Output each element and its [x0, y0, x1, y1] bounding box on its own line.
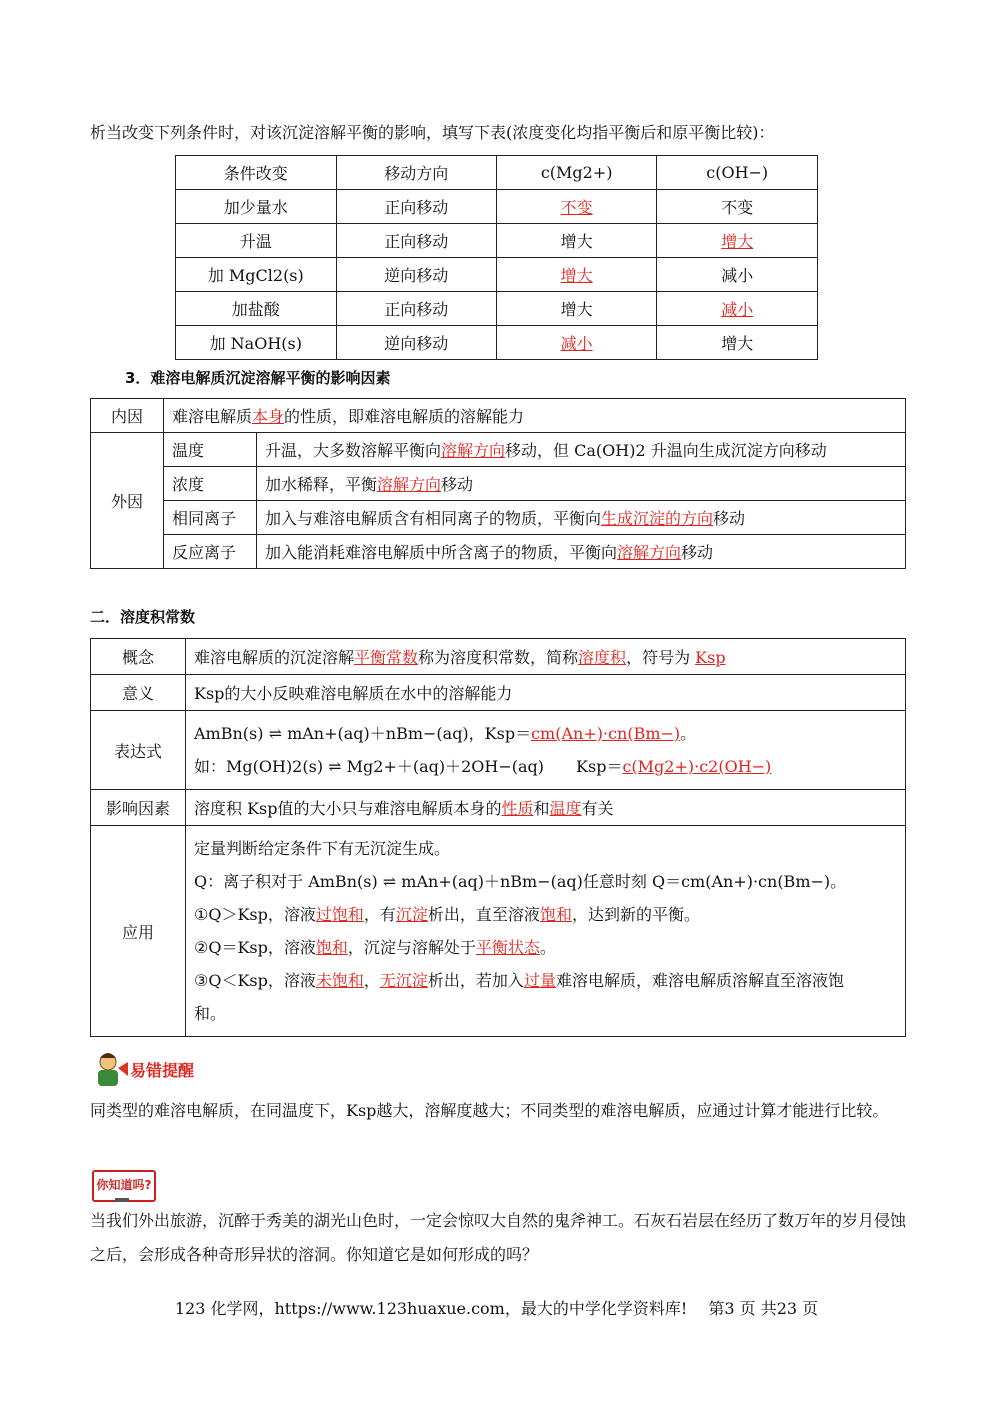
table-row — [91, 639, 906, 675]
dir-cell: 正向移动 — [336, 224, 496, 258]
condition-table — [175, 155, 818, 360]
text: ，符号为 — [626, 648, 696, 667]
row-label: 表达式 — [91, 711, 186, 790]
text: ，达到新的平衡。 — [571, 905, 700, 924]
text: ①Q＞Ksp，溶液 — [194, 905, 316, 924]
row-content — [257, 535, 906, 569]
application-line: Q：离子积对于 AmBn(s) ⇌ mAn+(aq)＋nBm−(aq)任意时刻 Q＝cm(An+)·cn(Bm−)。 — [194, 872, 847, 891]
table-row — [91, 467, 906, 501]
answer: cm(An+)·cn(Bm−) — [531, 724, 681, 743]
table-row — [176, 258, 818, 292]
text: 难溶电解质，难溶电解质溶解直至溶液饱 — [555, 971, 844, 990]
text: ，有 — [363, 905, 396, 924]
text: ③Q＜Ksp，溶液 — [194, 971, 316, 990]
answer: 平衡常数 — [354, 648, 419, 667]
text: 移动 — [713, 509, 746, 528]
row-content — [186, 790, 906, 826]
cond-cell: 加 MgCl2(s) — [176, 258, 337, 292]
text: 溶度积 Ksp值的大小只与难溶电解质本身的 — [194, 799, 502, 818]
answer: 过饱和 — [315, 905, 364, 924]
warning-text: 同类型的难溶电解质，在同温度下，Ksp越大，溶解度越大；不同类型的难溶电解质，应通过计算才能进行比较。 — [90, 1101, 889, 1120]
answer: 不变 — [560, 198, 593, 217]
answer: 无沉淀 — [379, 971, 428, 990]
text: 的性质，即难溶电解质的溶解能力 — [284, 407, 525, 426]
header-cell: c(OH−) — [657, 156, 818, 190]
answer: 过量 — [523, 971, 556, 990]
answer: 减小 — [560, 334, 593, 353]
text: 如：Mg(OH)2(s) ⇌ Mg2+＋(aq)＋2OH−(aq) Ksp＝ — [194, 757, 623, 776]
header-cell: 条件改变 — [176, 156, 337, 190]
did-you-know-label: 你知道吗? — [96, 1178, 152, 1192]
text: 移动，但 Ca(OH)2 升温向生成沉淀方向移动 — [505, 441, 827, 460]
row-content — [186, 711, 906, 790]
text: 难溶电解质 — [172, 407, 253, 426]
text: 析出，若加入 — [427, 971, 524, 990]
text: ， — [363, 971, 380, 990]
text: ②Q＝Ksp，溶液 — [194, 938, 316, 957]
section-heading: 3．难溶电解质沉淀溶解平衡的影响因素 — [125, 369, 391, 387]
answer: 溶解方向 — [617, 543, 682, 562]
row-content — [164, 399, 906, 433]
text: 难溶电解质的沉淀溶解 — [194, 648, 355, 667]
factor-label: 温度 — [164, 433, 257, 467]
text: AmBn(s) ⇌ mAn+(aq)＋nBm−(aq)，Ksp＝ — [194, 724, 532, 743]
answer: 增大 — [560, 266, 593, 285]
expression-line — [194, 717, 897, 750]
row-label: 应用 — [91, 826, 186, 1037]
text: 移动 — [681, 543, 714, 562]
row-label: 影响因素 — [91, 790, 186, 826]
factor-label: 反应离子 — [164, 535, 257, 569]
factor-label: 浓度 — [164, 467, 257, 501]
mg-cell: 增大 — [496, 224, 657, 258]
text: 称为溶度积常数，简称 — [418, 648, 579, 667]
row-content: Ksp的大小反映难溶电解质在水中的溶解能力 — [186, 675, 906, 711]
answer: 饱和 — [315, 938, 348, 957]
page-footer: 123 化学网，https://www.123huaxue.com，最大的中学化学资料库! 第3 页 共23 页 — [174, 1299, 819, 1318]
answer: 性质 — [501, 799, 534, 818]
application-line: 和。 — [194, 1004, 227, 1023]
table-row — [91, 433, 906, 467]
section-heading: 二．溶度积常数 — [90, 608, 196, 626]
row-content — [257, 501, 906, 535]
cond-cell: 升温 — [176, 224, 337, 258]
cond-cell: 加少量水 — [176, 190, 337, 224]
oh-cell: 不变 — [657, 190, 818, 224]
factor-label: 相同离子 — [164, 501, 257, 535]
answer: 温度 — [549, 799, 582, 818]
answer: 增大 — [721, 232, 754, 251]
application-line — [194, 964, 897, 997]
answer: 沉淀 — [395, 905, 428, 924]
row-content — [186, 826, 906, 1037]
oh-cell — [657, 292, 818, 326]
text: 升温，大多数溶解平衡向 — [265, 441, 442, 460]
row-content — [257, 433, 906, 467]
table-row — [176, 224, 818, 258]
text: 析出，直至溶液 — [427, 905, 540, 924]
row-label: 意义 — [91, 675, 186, 711]
application-line: 定量判断给定条件下有无沉淀生成。 — [194, 839, 451, 858]
table-row — [91, 535, 906, 569]
table-row — [91, 399, 906, 433]
text: 加水稀释，平衡 — [265, 475, 378, 494]
application-line — [194, 931, 897, 964]
row-content — [186, 639, 906, 675]
table-row — [91, 790, 906, 826]
dir-cell: 正向移动 — [336, 190, 496, 224]
application-line — [194, 898, 897, 931]
mg-cell — [496, 326, 657, 360]
oh-cell: 减小 — [657, 258, 818, 292]
table-row — [91, 501, 906, 535]
text: 移动 — [441, 475, 474, 494]
answer: c(Mg2+)·c2(OH−) — [622, 757, 772, 776]
dir-cell: 逆向移动 — [336, 258, 496, 292]
table-row — [91, 711, 906, 790]
did-you-know-text: 当我们外出旅游，沉醉于秀美的湖光山色时，一定会惊叹大自然的鬼斧神工。石灰石岩层在经历了数万年的岁月侵蚀之后，会形成各种奇形异状的溶洞。你知道它是如何形成的吗？ — [90, 1211, 907, 1264]
answer: 平衡状态 — [475, 938, 540, 957]
table-header-row — [176, 156, 818, 190]
expression-line — [194, 750, 897, 783]
mg-cell: 增大 — [496, 292, 657, 326]
row-content — [257, 467, 906, 501]
table-row — [176, 190, 818, 224]
text: 加入能消耗难溶电解质中所含离子的物质，平衡向 — [265, 543, 618, 562]
answer: 未饱和 — [315, 971, 364, 990]
oh-cell: 增大 — [657, 326, 818, 360]
row-label: 内因 — [91, 399, 164, 433]
answer: 减小 — [721, 300, 754, 319]
answer: Ksp — [695, 648, 726, 667]
answer: 溶度积 — [578, 648, 627, 667]
intro-text: 析当改变下列条件时，对该沉淀溶解平衡的影响，填写下表(浓度变化均指平衡后和原平衡比较)： — [90, 123, 775, 142]
mg-cell — [496, 190, 657, 224]
table-row — [176, 292, 818, 326]
text: ，沉淀与溶解处于 — [347, 938, 476, 957]
factors-table — [90, 398, 906, 569]
text: 。 — [680, 724, 697, 743]
oh-cell — [657, 224, 818, 258]
table-row — [91, 826, 906, 1037]
answer: 本身 — [252, 407, 285, 426]
monitor-stand-icon — [115, 1198, 129, 1202]
header-cell: c(Mg2+) — [496, 156, 657, 190]
cond-cell: 加盐酸 — [176, 292, 337, 326]
teacher-icon — [92, 1050, 132, 1088]
dir-cell: 逆向移动 — [336, 326, 496, 360]
warning-title: 易错提醒 — [130, 1061, 195, 1080]
text: 。 — [539, 938, 556, 957]
text: 加入与难溶电解质含有相同离子的物质，平衡向 — [265, 509, 602, 528]
ksp-table — [90, 638, 906, 1037]
answer: 生成沉淀的方向 — [601, 509, 714, 528]
text: 和 — [533, 799, 550, 818]
answer: 饱和 — [539, 905, 572, 924]
row-label: 概念 — [91, 639, 186, 675]
table-row — [91, 675, 906, 711]
row-label: 外因 — [91, 433, 164, 569]
text: 有关 — [581, 799, 614, 818]
table-row — [176, 326, 818, 360]
cond-cell: 加 NaOH(s) — [176, 326, 337, 360]
answer: 溶解方向 — [441, 441, 506, 460]
mg-cell — [496, 258, 657, 292]
header-cell: 移动方向 — [336, 156, 496, 190]
dir-cell: 正向移动 — [336, 292, 496, 326]
answer: 溶解方向 — [377, 475, 442, 494]
